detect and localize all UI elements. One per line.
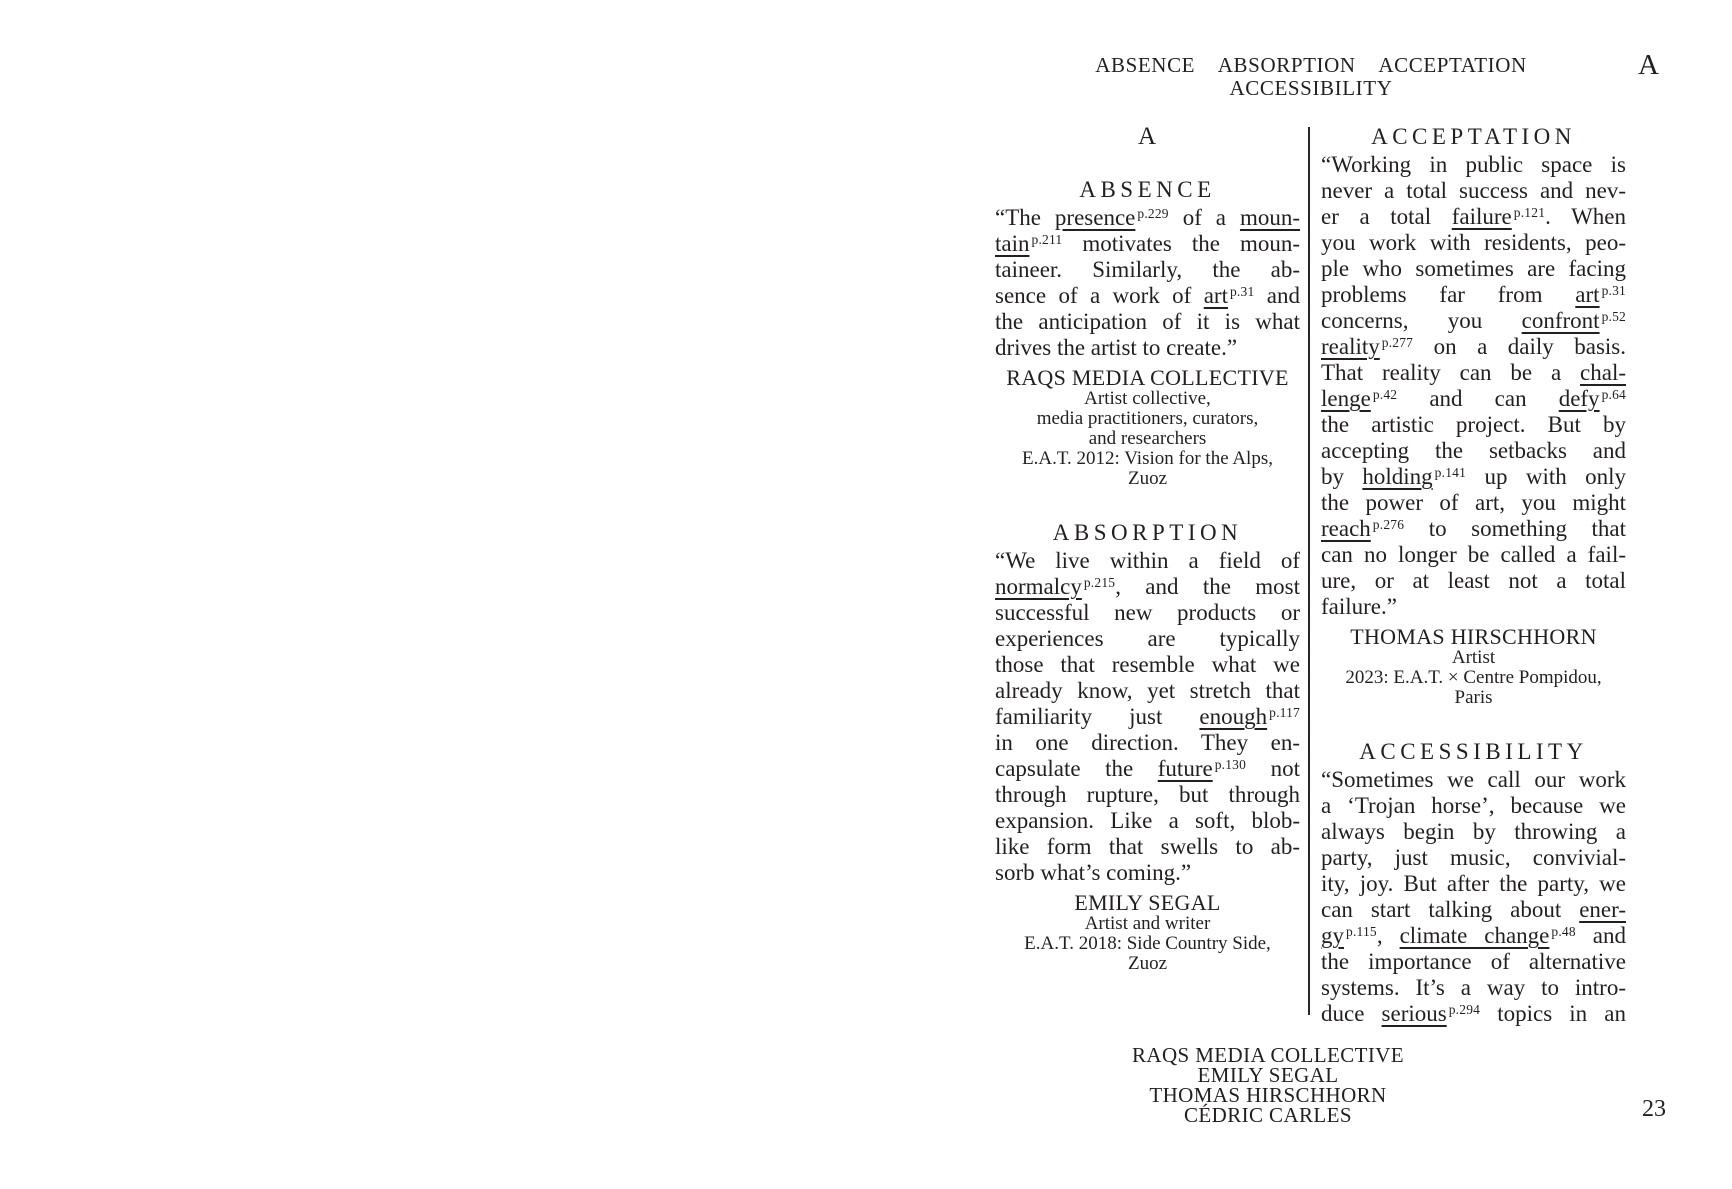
page-ref-superscript: p.48 <box>1551 924 1576 939</box>
page-ref-superscript: p.294 <box>1448 1002 1481 1017</box>
cross-reference-term: enough <box>1199 704 1268 729</box>
quote-line <box>1321 897 1626 923</box>
cross-reference-term: confront <box>1521 308 1600 333</box>
page-ref-superscript: p.42 <box>1372 387 1398 402</box>
contributor-name: RAQS MEDIA COLLECTIVE <box>1131 1043 1405 1067</box>
text-run: and can <box>1397 386 1559 411</box>
quote-line <box>1321 594 1626 620</box>
quote-line <box>1321 871 1626 897</box>
page-ref-superscript: p.31 <box>1229 284 1255 299</box>
text-run: “Sometimes we call our work <box>1321 767 1626 792</box>
quote-line <box>995 860 1300 886</box>
cross-reference-term: holding <box>1362 464 1433 489</box>
cross-reference-term: ener- <box>1579 897 1626 922</box>
text-run: and <box>1254 283 1300 308</box>
text-run: can start talking about <box>1321 897 1580 922</box>
text-run: drives the artist to create.” <box>995 335 1238 360</box>
text-run: a ‘Trojan horse’, because we <box>1321 793 1626 818</box>
text-run: not <box>1246 756 1300 781</box>
quote-line <box>1321 464 1626 490</box>
term-heading: ACCESSIBILITY <box>1359 739 1588 764</box>
page-ref-superscript: p.64 <box>1601 387 1626 402</box>
quote-line <box>1321 438 1626 464</box>
left-column <box>995 124 1300 974</box>
text-run: on a daily basis. <box>1413 334 1626 359</box>
cross-reference-term: chal- <box>1580 360 1626 385</box>
quote-line <box>1321 542 1626 568</box>
text-run: problems far from <box>1321 282 1576 307</box>
entry-absence <box>995 177 1300 489</box>
quote-line <box>1321 490 1626 516</box>
text-run: the power of art, you might <box>1321 490 1626 515</box>
section-letter-heading: A <box>1137 123 1158 150</box>
text-run: like form that swells to ab- <box>995 834 1300 859</box>
attribution-detail: Zuoz <box>1127 953 1168 974</box>
cross-reference-term: future <box>1157 756 1213 781</box>
text-run: experiences are typically <box>995 626 1300 651</box>
attribution <box>1321 625 1626 708</box>
text-run: ity, joy. But after the party, we <box>1321 871 1626 896</box>
attribution-name: EMILY SEGAL <box>1074 890 1221 915</box>
quote-line <box>995 283 1300 309</box>
cross-reference-term: defy <box>1558 386 1600 411</box>
cross-reference-term: moun- <box>1239 205 1301 230</box>
quote-line <box>1321 256 1626 282</box>
text-run: through rupture, but through <box>995 782 1300 807</box>
cross-reference-term: reach <box>1321 516 1371 541</box>
text-run: duce <box>1321 1001 1382 1026</box>
quote-line <box>1321 819 1626 845</box>
quote-line <box>995 756 1300 782</box>
cross-reference-term: art <box>1203 283 1228 308</box>
text-run: “Working in public space is <box>1321 152 1626 177</box>
text-run: accepting the setbacks and <box>1321 438 1626 463</box>
right-entries <box>1321 124 1626 1027</box>
text-run: ure, or at least not a total <box>1321 568 1626 593</box>
quote-line <box>1321 360 1626 386</box>
text-run: the anticipation of it is what <box>995 309 1300 334</box>
quote-line <box>995 574 1300 600</box>
text-run: those that resemble what we <box>995 652 1300 677</box>
cross-reference-term: presence <box>1054 205 1136 230</box>
quote-line <box>1321 568 1626 594</box>
running-header <box>995 54 1627 100</box>
quote-line <box>1321 178 1626 204</box>
text-run: sorb what’s coming.” <box>995 860 1192 885</box>
text-run: can no longer be called a fail- <box>1321 542 1626 567</box>
quote-line <box>1321 334 1626 360</box>
right-column <box>1321 124 1626 1027</box>
cross-reference-term: art <box>1575 282 1600 307</box>
cross-reference-term: normalcy <box>995 574 1082 599</box>
quote-paragraph <box>995 205 1300 361</box>
text-run: the importance of alternative <box>1321 949 1626 974</box>
term-heading: ACCEPTATION <box>1371 124 1576 149</box>
quote-line <box>995 704 1300 730</box>
quote-line <box>1321 923 1626 949</box>
cross-reference-term: tain <box>995 231 1030 256</box>
entry-acceptation <box>1321 124 1626 708</box>
text-run: never a total success and nev- <box>1321 178 1626 203</box>
quote-line <box>995 231 1300 257</box>
contributors-list <box>1042 1045 1494 1125</box>
cross-reference-term: serious <box>1381 1001 1447 1026</box>
running-header-line2: ACCESSIBILITY <box>1229 76 1393 100</box>
text-run: party, just music, convivial- <box>1321 845 1626 870</box>
attribution-detail: Zuoz <box>1127 468 1168 489</box>
contributor-name: THOMAS HIRSCHHORN <box>1149 1083 1387 1107</box>
quote-line <box>1321 308 1626 334</box>
text-run: to something that <box>1404 516 1626 541</box>
attribution <box>995 891 1300 974</box>
quote-line <box>1321 204 1626 230</box>
attribution-detail: and researchers <box>1088 428 1207 449</box>
attribution-name: THOMAS HIRSCHHORN <box>1350 624 1597 649</box>
text-run: familiarity just <box>995 704 1200 729</box>
quote-line <box>995 257 1300 283</box>
text-run: capsulate the <box>995 756 1158 781</box>
attribution-detail: E.A.T. 2012: Vision for the Alps, <box>1022 448 1273 469</box>
contributor-name: EMILY SEGAL <box>1197 1063 1339 1087</box>
quote-line <box>995 808 1300 834</box>
text-run: failure.” <box>1321 594 1397 619</box>
quote-line <box>995 782 1300 808</box>
text-run: of a <box>1168 205 1240 230</box>
text-run: always begin by throwing a <box>1321 819 1626 844</box>
text-run: successful new products or <box>995 600 1300 625</box>
cross-reference-term: failure <box>1451 204 1512 229</box>
term-heading: ABSORPTION <box>1052 520 1243 545</box>
cross-reference-term: climate change <box>1399 923 1550 948</box>
attribution-detail: Artist and writer <box>1084 913 1211 934</box>
term-heading: ABSENCE <box>1079 177 1216 202</box>
page-ref-superscript: p.229 <box>1137 206 1169 221</box>
attribution-detail: 2023: E.A.T. × Centre Pompidou, <box>1345 667 1602 688</box>
attribution-detail: Artist <box>1451 647 1496 668</box>
quote-line <box>1321 975 1626 1001</box>
text-run: by <box>1321 464 1363 489</box>
quote-line <box>995 652 1300 678</box>
text-run: systems. It’s a way to intro- <box>1321 975 1626 1000</box>
running-header-line1: ABSENCE ABSORPTION ACCEPTATION <box>1095 53 1527 77</box>
attribution-detail: Paris <box>1454 687 1493 708</box>
quote-line <box>1321 793 1626 819</box>
page-ref-superscript: p.52 <box>1601 309 1626 324</box>
attribution-detail: Artist collective, <box>1084 388 1211 409</box>
quote-line <box>1321 845 1626 871</box>
quote-paragraph <box>995 548 1300 886</box>
contributor-name: CÉDRIC CARLES <box>1184 1103 1352 1127</box>
section-letter-folio: A <box>1638 49 1660 81</box>
text-run: . When <box>1545 204 1626 229</box>
quote-line <box>995 205 1300 231</box>
attribution-detail: E.A.T. 2018: Side Country Side, <box>1024 933 1271 954</box>
text-run: concerns, you <box>1321 308 1522 333</box>
attribution <box>995 366 1300 489</box>
quote-line <box>1321 767 1626 793</box>
quote-line <box>1321 152 1626 178</box>
text-run: ple who sometimes are facing <box>1321 256 1626 281</box>
text-run: in one direction. They en- <box>995 730 1300 755</box>
text-run: the artistic project. But by <box>1321 412 1626 437</box>
quote-line <box>1321 386 1626 412</box>
attribution-name: RAQS MEDIA COLLECTIVE <box>1006 365 1289 390</box>
page-number: 23 <box>1642 1096 1666 1122</box>
text-run: “We live within a field of <box>995 548 1300 573</box>
quote-line <box>1321 412 1626 438</box>
page-ref-superscript: p.121 <box>1513 205 1546 220</box>
text-run: expansion. Like a soft, blob- <box>995 808 1300 833</box>
quote-line <box>995 548 1300 574</box>
quote-line <box>1321 282 1626 308</box>
quote-line <box>995 730 1300 756</box>
quote-line <box>995 335 1300 361</box>
quote-line <box>1321 230 1626 256</box>
left-entries <box>995 177 1300 974</box>
page-ref-superscript: p.277 <box>1381 335 1414 350</box>
text-run: , <box>1376 923 1400 948</box>
quote-line <box>1321 516 1626 542</box>
quote-line <box>995 309 1300 335</box>
quote-line <box>995 626 1300 652</box>
page-ref-superscript: p.215 <box>1083 575 1116 590</box>
quote-line <box>995 678 1300 704</box>
text-run: That reality can be a <box>1321 360 1581 385</box>
text-run: taineer. Similarly, the ab- <box>995 257 1300 282</box>
cross-reference-term: lenge <box>1321 386 1371 411</box>
entry-accessibility <box>1321 739 1626 1027</box>
cross-reference-term: gy <box>1321 923 1344 948</box>
page-ref-superscript: p.130 <box>1214 757 1247 772</box>
attribution-detail: media practitioners, curators, <box>1036 408 1259 429</box>
text-run: sence of a work of <box>995 283 1204 308</box>
page-ref-superscript: p.211 <box>1031 232 1063 247</box>
page-ref-superscript: p.141 <box>1434 465 1467 480</box>
page-ref-superscript: p.115 <box>1346 924 1377 939</box>
text-run: topics in an <box>1480 1001 1626 1026</box>
column-divider-rule <box>1308 127 1310 1015</box>
quote-paragraph <box>1321 767 1626 1027</box>
entry-absorption <box>995 520 1300 974</box>
text-run: you work with residents, peo- <box>1321 230 1626 255</box>
page-ref-superscript: p.276 <box>1372 517 1405 532</box>
cross-reference-term: reality <box>1321 334 1380 359</box>
text-run: , and the most <box>1115 574 1300 599</box>
quote-paragraph <box>1321 152 1626 620</box>
text-run: up with only <box>1466 464 1626 489</box>
text-run: already know, yet stretch that <box>995 678 1300 703</box>
page-ref-superscript: p.31 <box>1601 283 1626 298</box>
text-run: “The <box>995 205 1055 230</box>
quote-line <box>995 834 1300 860</box>
quote-line <box>995 600 1300 626</box>
quote-line <box>1321 1001 1626 1027</box>
page-ref-superscript: p.117 <box>1269 705 1300 720</box>
text-run: motivates the moun- <box>1062 231 1300 256</box>
text-run: and <box>1575 923 1626 948</box>
text-run: er a total <box>1321 204 1452 229</box>
quote-line <box>1321 949 1626 975</box>
